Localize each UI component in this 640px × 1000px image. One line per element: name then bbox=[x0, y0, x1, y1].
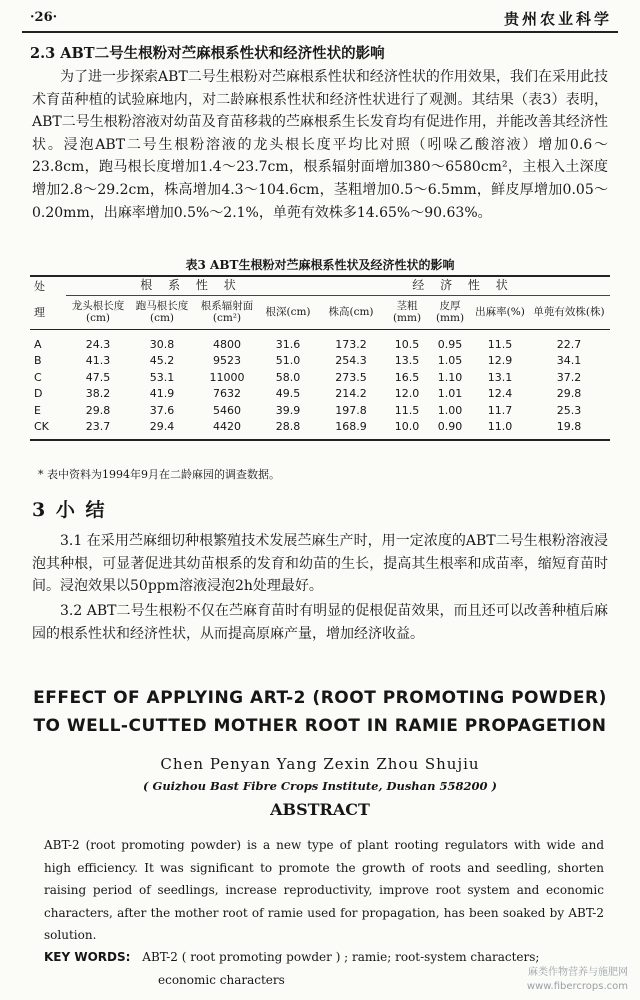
table-cell: 254.3 bbox=[335, 354, 367, 368]
row-label: C bbox=[34, 370, 42, 384]
data-table bbox=[30, 275, 610, 441]
row-label: E bbox=[34, 403, 41, 417]
page-header bbox=[22, 4, 618, 30]
table-cell: 0.90 bbox=[428, 419, 472, 441]
table-cell: 38.2 bbox=[85, 387, 111, 401]
table-cell: 1.10 bbox=[437, 370, 463, 384]
section-3-2-paragraph: 3.2 ABT二号生根粉不仅在苎麻育苗时有明显的促根促苗效果，而且还可以改善种植后麻园的根系性状和经济性状，从而提高原麻产量，增加经济收益。 bbox=[32, 603, 608, 642]
table-cell: 53.1 bbox=[149, 370, 175, 384]
watermark-line-1: 麻类作物营养与施肥网 bbox=[528, 967, 628, 978]
table-cell: 58.0 bbox=[275, 370, 301, 384]
table-cell: 37.2 bbox=[556, 370, 582, 384]
table-cell: 39.9 bbox=[275, 403, 301, 417]
table-cell: 9523 bbox=[213, 354, 241, 368]
table-cell: 273.5 bbox=[335, 370, 367, 384]
column-header: 茎粗(mm) bbox=[386, 295, 428, 330]
table-row bbox=[30, 330, 610, 353]
table-cell: 4420 bbox=[194, 419, 260, 441]
column-header: 出麻率(%) bbox=[472, 295, 528, 330]
table-cell: 0.95 bbox=[437, 337, 463, 351]
keywords-label: KEY WORDS: bbox=[44, 950, 131, 964]
column-header: 株高(cm) bbox=[316, 295, 386, 330]
table-row bbox=[30, 402, 610, 419]
table-cell: 12.4 bbox=[487, 387, 513, 401]
group-root-header: 根 系 性 状 bbox=[66, 276, 316, 295]
table-cell: 4800 bbox=[213, 337, 241, 351]
table-cell: 1.00 bbox=[437, 403, 463, 417]
table-note: * 表中资料为1994年9月在二龄麻园的调查数据。 bbox=[38, 468, 280, 481]
table-cell: 10.5 bbox=[394, 337, 420, 351]
group-econ-header: 经 济 性 状 bbox=[316, 276, 610, 295]
table-cell: 5460 bbox=[213, 403, 241, 417]
table-cell: 11.5 bbox=[394, 403, 420, 417]
page-number: ·26· bbox=[30, 10, 58, 25]
table-cell: 29.8 bbox=[556, 387, 582, 401]
section-3-title: 3 小 结 bbox=[32, 499, 107, 521]
table-cell: 29.8 bbox=[85, 403, 111, 417]
table-cell: 41.3 bbox=[85, 354, 111, 368]
abstract-text: ABT-2 (root promoting powder) is a new type of plant rooting regulators with wide and high efficiency. It was significant to promote the growth of roots and seedling, shorten raising period of seedlings, increase reproductivity, improve root system and economic characters, after the mother root of ramie used for propagation, has been soaked by ABT-2 solution. bbox=[44, 838, 604, 942]
column-header: 皮厚(mm) bbox=[428, 295, 472, 330]
table-cell: 29.4 bbox=[130, 419, 194, 441]
keywords-line-2: economic characters bbox=[158, 972, 285, 987]
keywords-line-1: ABT-2 ( root promoting powder ) ; ramie; root-system characters; bbox=[142, 950, 540, 964]
table-cell: 11.7 bbox=[487, 403, 513, 417]
table-cell: 12.0 bbox=[394, 387, 420, 401]
watermark-line-2: www.fibercrops.com bbox=[526, 981, 628, 992]
table-cell: 168.9 bbox=[316, 419, 386, 441]
authors: Chen Penyan Yang Zexin Zhou Shujiu bbox=[160, 755, 480, 773]
column-header: 龙头根长度(cm) bbox=[66, 295, 130, 330]
table-cell: 24.3 bbox=[85, 337, 111, 351]
table-cell: 13.5 bbox=[394, 354, 420, 368]
row-label: CK bbox=[30, 419, 66, 441]
section-2-3-title: 2.3 ABT二号生根粉对苎麻根系性状和经济性状的影响 bbox=[30, 45, 385, 62]
table-cell: 49.5 bbox=[275, 387, 301, 401]
table-cell: 16.5 bbox=[394, 370, 420, 384]
table-cell: 10.0 bbox=[386, 419, 428, 441]
table-row bbox=[30, 386, 610, 403]
watermark bbox=[527, 966, 628, 994]
table-cell: 37.6 bbox=[149, 403, 175, 417]
table-cell: 25.3 bbox=[556, 403, 582, 417]
english-title-line-1: EFFECT OF APPLYING ART-2 (ROOT PROMOTING POWDER) bbox=[33, 688, 607, 708]
table-cell: 1.05 bbox=[437, 354, 463, 368]
table-cell: 41.9 bbox=[149, 387, 175, 401]
table-cell: 11.0 bbox=[472, 419, 528, 441]
row-label: B bbox=[34, 354, 42, 368]
table-row bbox=[30, 369, 610, 386]
table-cell: 31.6 bbox=[275, 337, 301, 351]
table-cell: 12.9 bbox=[487, 354, 513, 368]
column-header: 跑马根长度(cm) bbox=[130, 295, 194, 330]
english-title-line-2: TO WELL-CUTTED MOTHER ROOT IN RAMIE PROPAGETION bbox=[33, 716, 607, 736]
table-cell: 22.7 bbox=[556, 337, 582, 351]
row-label: D bbox=[34, 387, 43, 401]
table-cell: 23.7 bbox=[66, 419, 130, 441]
column-header: 单蔸有效株(株) bbox=[528, 295, 610, 330]
corner-bottom: 理 bbox=[30, 295, 66, 330]
header-rule bbox=[22, 31, 618, 33]
table-cell: 7632 bbox=[213, 387, 241, 401]
table-cell: 28.8 bbox=[260, 419, 316, 441]
table-cell: 11.5 bbox=[487, 337, 513, 351]
table-cell: 30.8 bbox=[149, 337, 175, 351]
table-cell: 19.8 bbox=[528, 419, 610, 441]
abstract-heading: ABSTRACT bbox=[270, 800, 370, 819]
table-cell: 34.1 bbox=[556, 354, 582, 368]
table-cell: 45.2 bbox=[149, 354, 175, 368]
row-label: A bbox=[34, 337, 42, 351]
column-header: 根系辐射面(cm²) bbox=[194, 295, 260, 330]
table-title: 表3 ABT生根粉对苎麻根系性状及经济性状的影响 bbox=[185, 258, 455, 272]
table-cell: 51.0 bbox=[275, 354, 301, 368]
corner-top: 处 bbox=[30, 276, 66, 295]
table-cell: 173.2 bbox=[335, 337, 367, 351]
keywords bbox=[44, 946, 604, 991]
column-header: 根深(cm) bbox=[260, 295, 316, 330]
journal-name: 贵州农业科学 bbox=[503, 10, 612, 28]
table-cell: 13.1 bbox=[487, 370, 513, 384]
table-row bbox=[30, 419, 610, 441]
table-cell: 1.01 bbox=[437, 387, 463, 401]
table-cell: 47.5 bbox=[85, 370, 111, 384]
section-3-1-paragraph: 3.1 在采用苎麻细切种根繁殖技术发展苎麻生产时，用一定浓度的ABT二号生根粉溶液浸泡其种根，可显著促进其幼苗根系的发育和幼苗的生长，提高其生根率和成苗率，缩短育苗时间。浸泡效果以50ppm溶液浸泡2h处理最好。 bbox=[32, 533, 608, 595]
table-cell: 214.2 bbox=[335, 387, 367, 401]
section-2-3-paragraph: 为了进一步探索ABT二号生根粉对苎麻根系性状和经济性状的作用效果，我们在采用此技术育苗种植的试验麻地内，对二龄麻根系性状和经济性状进行了观测。其结果（表3）表明，ABT二号生根粉溶液对幼苗及育苗移栽的苎麻根系生长发育均有促进作用，并能改善其经济性状。浸泡ABT二号生根粉溶液的龙头根长度平均比对照（吲哚乙酸溶液）增加0.6～23.8cm，跑马根长度增加1.4～23.7cm，根系辐射面增加380～6580cm²，主根入土深度增加2.8～29.2cm，株高增加4.3～104.6cm，茎粗增加0.5～6.5mm，鲜皮厚增加0.05～0.20mm，出麻率增加0.5%～2.1%，单蔸有效株多14.65%～90.63%。 bbox=[32, 69, 608, 221]
table-cell: 197.8 bbox=[335, 403, 367, 417]
table-cell: 11000 bbox=[209, 370, 245, 384]
institute: ( Guizhou Bast Fibre Crops Institute, Dushan 558200 ) bbox=[143, 779, 497, 793]
table-row bbox=[30, 353, 610, 370]
